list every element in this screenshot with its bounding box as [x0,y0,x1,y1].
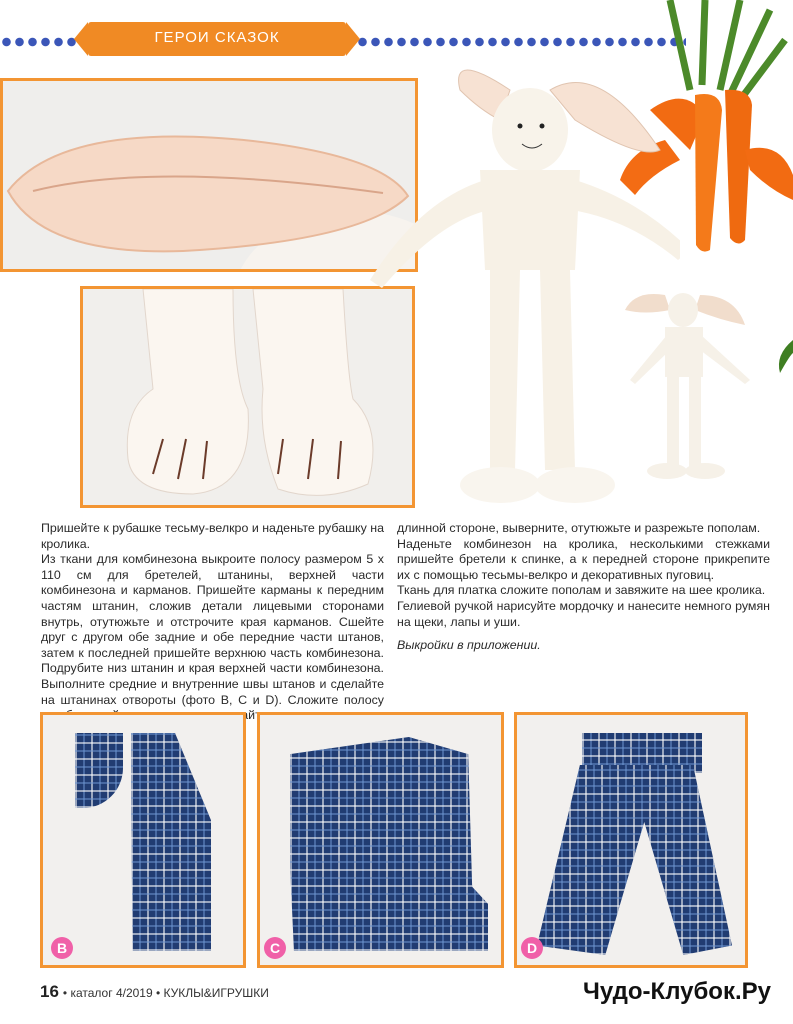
fabric-piece [75,733,123,808]
text-column-left [41,521,384,724]
text-column-right [397,521,770,654]
paragraph: Из ткани для комбинезона выкроите полосу размером 5 х 110 см для бретелей, штанины, верхней части комбинезона и карманов. Пришейте карманы к передним частям штанин, сложив детали лицевыми сторонами внутрь, отутюжьте и отстрочите края карманов. Сшейте друг с другом обе задние и обе передние части штанов, затем к последней пришейте верхнюю часть комбинезона. Подрубите низ штанин и края верхней части комбинезона. Выполните средние и внутренние швы штанов и сделайте на штанинах отвороты (фото B, C и D). Сложите полосу [41,552,384,707]
paragraph: Пришейте к рубашке тесьму-велкро и наденьте рубашку на кролика. [41,521,384,551]
photo-c [257,712,504,968]
paragraph: длинной стороне, выверните, отутюжьте и разрежьте пополам. [397,521,761,535]
brand-watermark: Чудо-Клубок.Ру [583,978,771,1005]
photo-label-c: C [264,937,286,959]
ear-illustration [3,81,418,272]
photo-label-b: B [51,937,73,959]
leaf-image [770,335,793,375]
photo-b [40,712,246,968]
fabric-piece [537,765,732,955]
section-title: ГЕРОИ СКАЗОК [154,29,280,46]
dot-border-left [0,36,82,48]
page-footer [40,982,269,1002]
pattern-note: Выкройки в приложении. [397,638,541,653]
section-banner [88,22,346,56]
paragraph: Гелиевой ручкой нарисуйте мордочку и нанесите немного румян на щеки, лапы и уши. [397,598,770,629]
photo-d [514,712,748,968]
paragraph: Наденьте комбинезон на кролика, несколькими стежками пришейте бретели к спинке, а к передней стороне прикрепите их с помощью тесьмы-велкро и декоративных пуговиц. [397,536,770,582]
small-bunny-image [605,285,765,490]
paragraph: Ткань для платка сложите пополам и завяжите на шее кролика. [397,583,766,598]
fabric-piece [131,733,211,951]
photo-label-d: D [521,937,543,959]
fabric-piece [290,737,488,951]
page-number: 16 [40,982,59,1001]
issue-info: • каталог 4/2019 • КУКЛЫ&ИГРУШКИ [62,986,269,1000]
photo-ear [0,78,418,272]
